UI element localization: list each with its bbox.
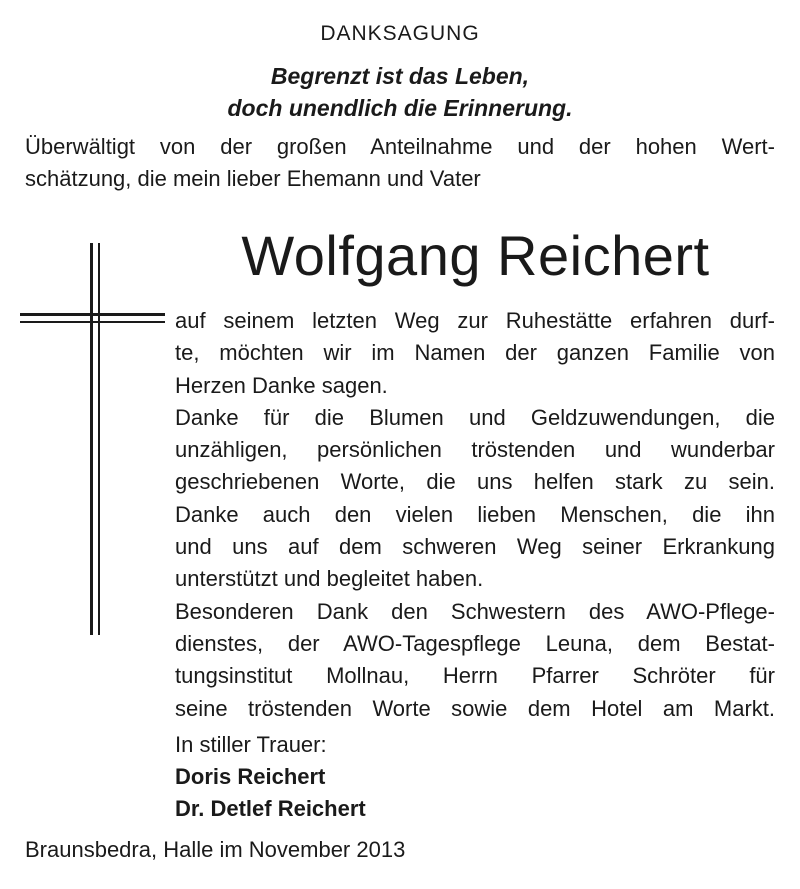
intro-text (25, 131, 775, 195)
thanks-line: Danke für die Blumen und Geldzuwendungen, die (175, 404, 775, 430)
thanks-line: und uns auf dem schweren Weg seiner Erkrankung (175, 534, 775, 560)
thanks-line: Besonderen Dank den Schwestern des AWO-Pflege- (175, 598, 775, 624)
thanks-line: auf seinem letzten Weg zur Ruhestätte erfahren durf- (175, 308, 775, 333)
thanks-line: geschriebenen Worte, die uns helfen stark zu sein. (175, 469, 775, 495)
notice-heading: DANKSAGUNG (320, 22, 480, 45)
signature-name-2: Dr. Detlef Reichert (175, 796, 366, 821)
signature-intro: In stiller Trauer: (175, 732, 327, 757)
thanks-line: seine tröstenden Worte sowie dem Hotel am Markt. (175, 695, 775, 721)
place-date: Braunsbedra, Halle im November 2013 (25, 837, 406, 862)
thanks-line: Herzen Danke sagen. (175, 372, 388, 398)
cross-icon (20, 243, 165, 635)
intro-line-2: schätzung, die mein lieber Ehemann und Vater (25, 166, 481, 191)
intro-line-1: Überwältigt von der großen Anteilnahme und der hohen Wert- (25, 134, 775, 159)
motto-line-2: doch unendlich die Erinnerung. (227, 95, 573, 121)
thanks-text (175, 305, 775, 725)
signature-name-1: Doris Reichert (175, 764, 326, 789)
motto (0, 60, 800, 124)
thanks-line: te, möchten wir im Namen der ganzen Familie von (175, 340, 775, 366)
thanks-line: unzähligen, persönlichen tröstenden und wunderbar (175, 437, 775, 463)
deceased-name: Wolfgang Reichert (241, 224, 710, 287)
thanks-line: dienstes, der AWO-Tagespflege Leuna, dem Bestat- (175, 630, 775, 656)
motto-line-1: Begrenzt ist das Leben, (270, 63, 530, 89)
thanks-line: unterstützt und begleitet haben. (175, 566, 484, 592)
thanks-line: tungsinstitut Mollnau, Herrn Pfarrer Schröter für (175, 663, 775, 689)
thanks-line: Danke auch den vielen lieben Menschen, die ihn (175, 501, 775, 527)
signature-block (175, 729, 366, 825)
